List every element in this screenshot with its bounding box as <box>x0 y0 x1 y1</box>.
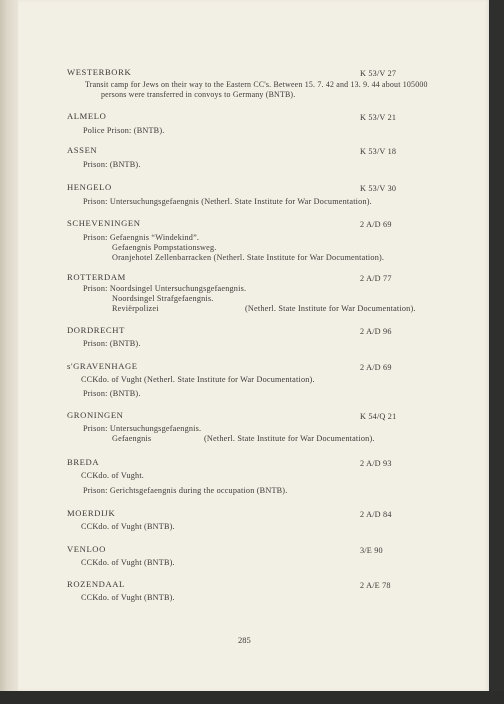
description-line: Transit camp for Jews on their way to the Eastern CC's. Between 15. 7. 42 and 13. 9. 44 about 105000 <box>85 80 428 89</box>
description-line: Prison: Untersuchungsgefaengnis. <box>83 424 202 433</box>
description-line: Police Prison: (BNTB). <box>83 126 165 135</box>
place-name: DORDRECHT <box>67 325 125 335</box>
description-line: Gefaengnis Pompstationsweg. <box>112 243 217 252</box>
scan-border-right <box>489 0 504 704</box>
place-name: VENLOO <box>67 544 106 554</box>
reference-code: K 53/V 30 <box>360 184 397 193</box>
reference-code: 2 A/D 69 <box>360 220 392 229</box>
description-line: CCKdo. of Vught (BNTB). <box>81 558 175 567</box>
reference-code: 2 A/D 93 <box>360 459 392 468</box>
description-line: Noordsingel Strafgefaengnis. <box>112 294 214 303</box>
place-name: WESTERBORK <box>67 67 132 77</box>
description-line: Prison: Gerichtsgefaengnis during the occupation (BNTB). <box>83 486 288 495</box>
description-line: Prison: Untersuchungsgefaengnis (Netherl. State Institute for War Documentation). <box>83 197 372 206</box>
entry-rotterdam <box>67 272 416 320</box>
scan-border-bottom <box>0 691 504 704</box>
place-name: SCHEVENINGEN <box>67 218 141 228</box>
page-number: 285 <box>238 635 251 645</box>
description-line: Prison: Gefaengnis “Windekind”. <box>83 233 200 242</box>
reference-code: K 54/Q 21 <box>360 412 397 421</box>
entry-rozendaal <box>67 579 403 609</box>
place-name: ROTTERDAM <box>67 272 126 282</box>
place-name: MOERDIJK <box>67 508 116 518</box>
entry-moerdijk <box>67 508 403 538</box>
description-line: CCKdo. of Vught (Netherl. State Institute for War Documentation). <box>81 375 315 384</box>
description-line: Prison: (BNTB). <box>83 339 141 348</box>
reference-code: 2 A/E 78 <box>360 581 391 590</box>
description-line: Gefaengnis <box>112 434 152 443</box>
entry-westerbork <box>67 67 428 107</box>
reference-code: 2 A/D 69 <box>360 363 392 372</box>
place-name: ROZENDAAL <box>67 579 125 589</box>
entry-almelo <box>67 111 403 141</box>
place-name: GRONINGEN <box>67 410 124 420</box>
entry-breda <box>67 457 403 497</box>
description-line: CCKdo. of Vught. <box>81 471 145 480</box>
description-line: Prison: Noordsingel Untersuchungsgefaengnis. <box>83 284 247 293</box>
place-name: BREDA <box>67 457 100 467</box>
description-line: CCKdo. of Vught (BNTB). <box>81 522 175 531</box>
reference-code: 3/E 90 <box>360 546 383 555</box>
entry-venloo <box>67 544 403 574</box>
entry-scheveningen <box>67 218 403 266</box>
reference-code: 2 A/D 84 <box>360 510 392 519</box>
place-name: HENGELO <box>67 182 112 192</box>
place-name: ASSEN <box>67 145 98 155</box>
source-note: (Netherl. State Institute for War Documentation). <box>245 304 416 313</box>
reference-code: K 53/V 21 <box>360 113 397 122</box>
entry-hengelo <box>67 182 403 212</box>
reference-code: 2 A/D 96 <box>360 327 392 336</box>
description-line: Prison: (BNTB). <box>83 160 141 169</box>
entry-sgravenhage <box>67 361 403 401</box>
place-name: ALMELO <box>67 111 107 121</box>
description-line: Oranjehotel Zellenbarracken (Netherl. State Institute for War Documentation). <box>112 253 385 262</box>
description-line: CCKdo. of Vught (BNTB). <box>81 593 175 602</box>
description-line: persons were transferred in convoys to Germany (BNTB). <box>101 90 296 99</box>
entry-groningen <box>67 410 403 448</box>
reference-code: K 53/V 18 <box>360 147 397 156</box>
reference-code: 2 A/D 77 <box>360 274 392 283</box>
source-note: (Netherl. State Institute for War Documentation). <box>204 434 375 443</box>
description-line: Prison: (BNTB). <box>83 389 141 398</box>
entry-assen <box>67 145 403 175</box>
entry-dordrecht <box>67 325 403 355</box>
reference-code: K 53/V 27 <box>360 69 397 78</box>
book-gutter <box>0 0 18 704</box>
description-line: Reviërpolizei <box>112 304 159 313</box>
place-name: s'GRAVENHAGE <box>67 361 138 371</box>
